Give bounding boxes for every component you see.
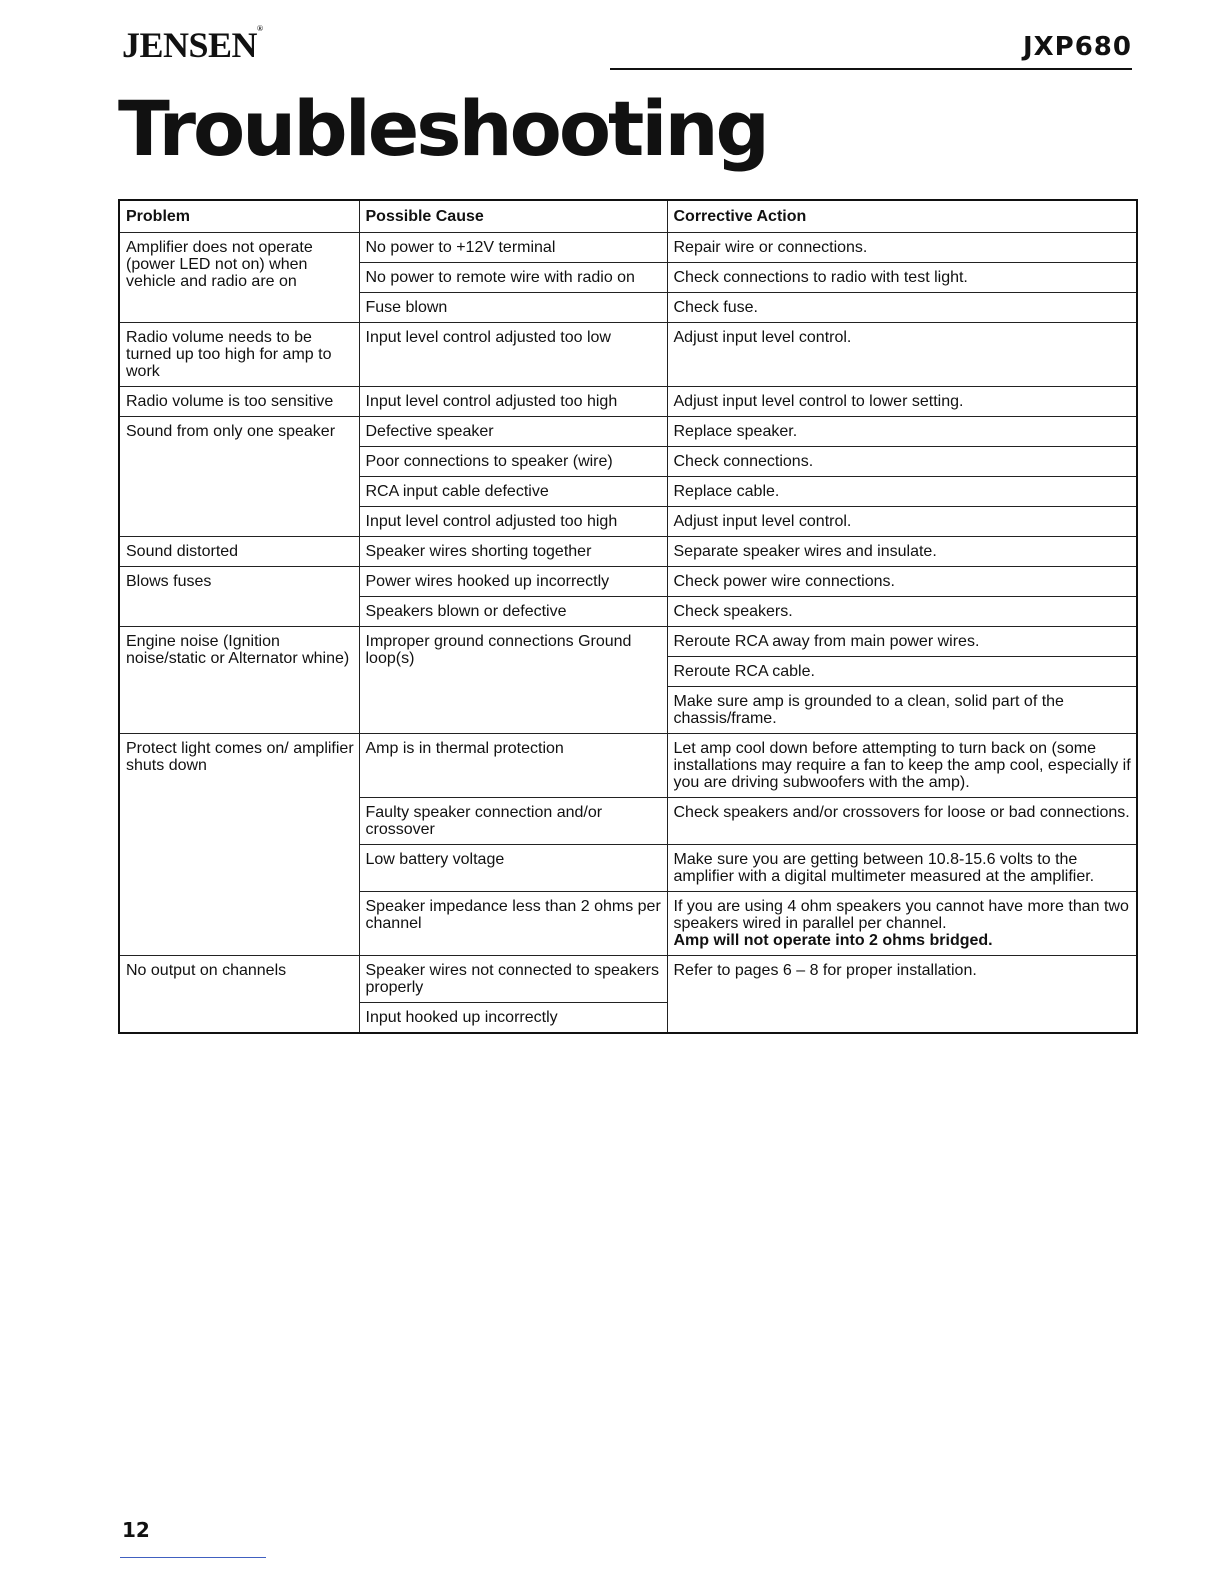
problem-cell: Blows fuses xyxy=(119,566,359,626)
cause-cell: Fuse blown xyxy=(359,292,667,322)
table-row xyxy=(119,322,1137,386)
problem-cell: Radio volume needs to be turned up too high for amp to work xyxy=(119,322,359,386)
table-row xyxy=(119,566,1137,596)
table-row xyxy=(119,626,1137,656)
action-cell: Repair wire or connections. xyxy=(667,232,1137,262)
table-row xyxy=(119,536,1137,566)
action-cell: Make sure you are getting between 10.8-15.6 volts to the amplifier with a digital multimeter measured at the amplifier. xyxy=(667,844,1137,891)
cause-cell: Speaker wires shorting together xyxy=(359,536,667,566)
action-cell: Replace cable. xyxy=(667,476,1137,506)
problem-cell: Engine noise (Ignition noise/static or Alternator whine) xyxy=(119,626,359,733)
problem-cell: Radio volume is too sensitive xyxy=(119,386,359,416)
action-cell: Make sure amp is grounded to a clean, solid part of the chassis/frame. xyxy=(667,686,1137,733)
cause-cell: Faulty speaker connection and/or crossover xyxy=(359,797,667,844)
action-cell xyxy=(667,891,1137,955)
problem-cell: No output on channels xyxy=(119,955,359,1033)
cause-cell: No power to +12V terminal xyxy=(359,232,667,262)
action-text: If you are using 4 ohm speakers you cannot have more than two speakers wired in parallel per channel. xyxy=(673,897,1129,932)
cause-cell: No power to remote wire with radio on xyxy=(359,262,667,292)
header-rule xyxy=(610,68,1132,70)
problem-cell: Sound from only one speaker xyxy=(119,416,359,536)
cause-cell: Improper ground connections Ground loop(s) xyxy=(359,626,667,733)
problem-cell: Protect light comes on/ amplifier shuts down xyxy=(119,733,359,955)
action-cell: Check fuse. xyxy=(667,292,1137,322)
action-cell: Adjust input level control to lower setting. xyxy=(667,386,1137,416)
action-cell: Separate speaker wires and insulate. xyxy=(667,536,1137,566)
cause-cell: Power wires hooked up incorrectly xyxy=(359,566,667,596)
page-number: 12 xyxy=(122,1518,150,1542)
action-cell: Check connections to radio with test light. xyxy=(667,262,1137,292)
problem-cell: Amplifier does not operate (power LED not on) when vehicle and radio are on xyxy=(119,232,359,322)
action-cell: Replace speaker. xyxy=(667,416,1137,446)
page-title: Troubleshooting xyxy=(118,84,767,173)
column-header-action: Corrective Action xyxy=(667,200,1137,232)
footer-rule xyxy=(120,1557,266,1558)
action-cell: Check speakers and/or crossovers for loose or bad connections. xyxy=(667,797,1137,844)
action-cell: Check speakers. xyxy=(667,596,1137,626)
problem-cell: Sound distorted xyxy=(119,536,359,566)
cause-cell: Low battery voltage xyxy=(359,844,667,891)
brand-name: JENSEN xyxy=(122,25,258,65)
column-header-problem: Problem xyxy=(119,200,359,232)
cause-cell: Input level control adjusted too high xyxy=(359,506,667,536)
action-cell: Check power wire connections. xyxy=(667,566,1137,596)
cause-cell: Defective speaker xyxy=(359,416,667,446)
cause-cell: Input level control adjusted too high xyxy=(359,386,667,416)
cause-cell: Input level control adjusted too low xyxy=(359,322,667,386)
cause-cell: Amp is in thermal protection xyxy=(359,733,667,797)
cause-cell: RCA input cable defective xyxy=(359,476,667,506)
table-row xyxy=(119,386,1137,416)
action-cell: Reroute RCA away from main power wires. xyxy=(667,626,1137,656)
cause-cell: Speaker wires not connected to speakers properly xyxy=(359,955,667,1002)
cause-cell: Speaker impedance less than 2 ohms per channel xyxy=(359,891,667,955)
table-row xyxy=(119,416,1137,446)
brand-trademark: ® xyxy=(257,24,263,33)
brand-logo xyxy=(122,24,263,66)
action-cell: Refer to pages 6 – 8 for proper installation. xyxy=(667,955,1137,1033)
table-row xyxy=(119,232,1137,262)
cause-cell: Speakers blown or defective xyxy=(359,596,667,626)
table-row xyxy=(119,733,1137,797)
action-warning: Amp will not operate into 2 ohms bridged. xyxy=(673,931,993,949)
action-cell: Adjust input level control. xyxy=(667,322,1137,386)
troubleshooting-table xyxy=(118,199,1138,1034)
action-cell: Adjust input level control. xyxy=(667,506,1137,536)
column-header-cause: Possible Cause xyxy=(359,200,667,232)
action-cell: Check connections. xyxy=(667,446,1137,476)
action-cell: Let amp cool down before attempting to turn back on (some installations may require a fan to keep the amp cool, especially if you are driving subwoofers with the amp). xyxy=(667,733,1137,797)
cause-cell: Input hooked up incorrectly xyxy=(359,1002,667,1033)
table-header-row xyxy=(119,200,1137,232)
table-row xyxy=(119,955,1137,1002)
action-cell: Reroute RCA cable. xyxy=(667,656,1137,686)
model-number: JXP680 xyxy=(1022,32,1132,62)
cause-cell: Poor connections to speaker (wire) xyxy=(359,446,667,476)
